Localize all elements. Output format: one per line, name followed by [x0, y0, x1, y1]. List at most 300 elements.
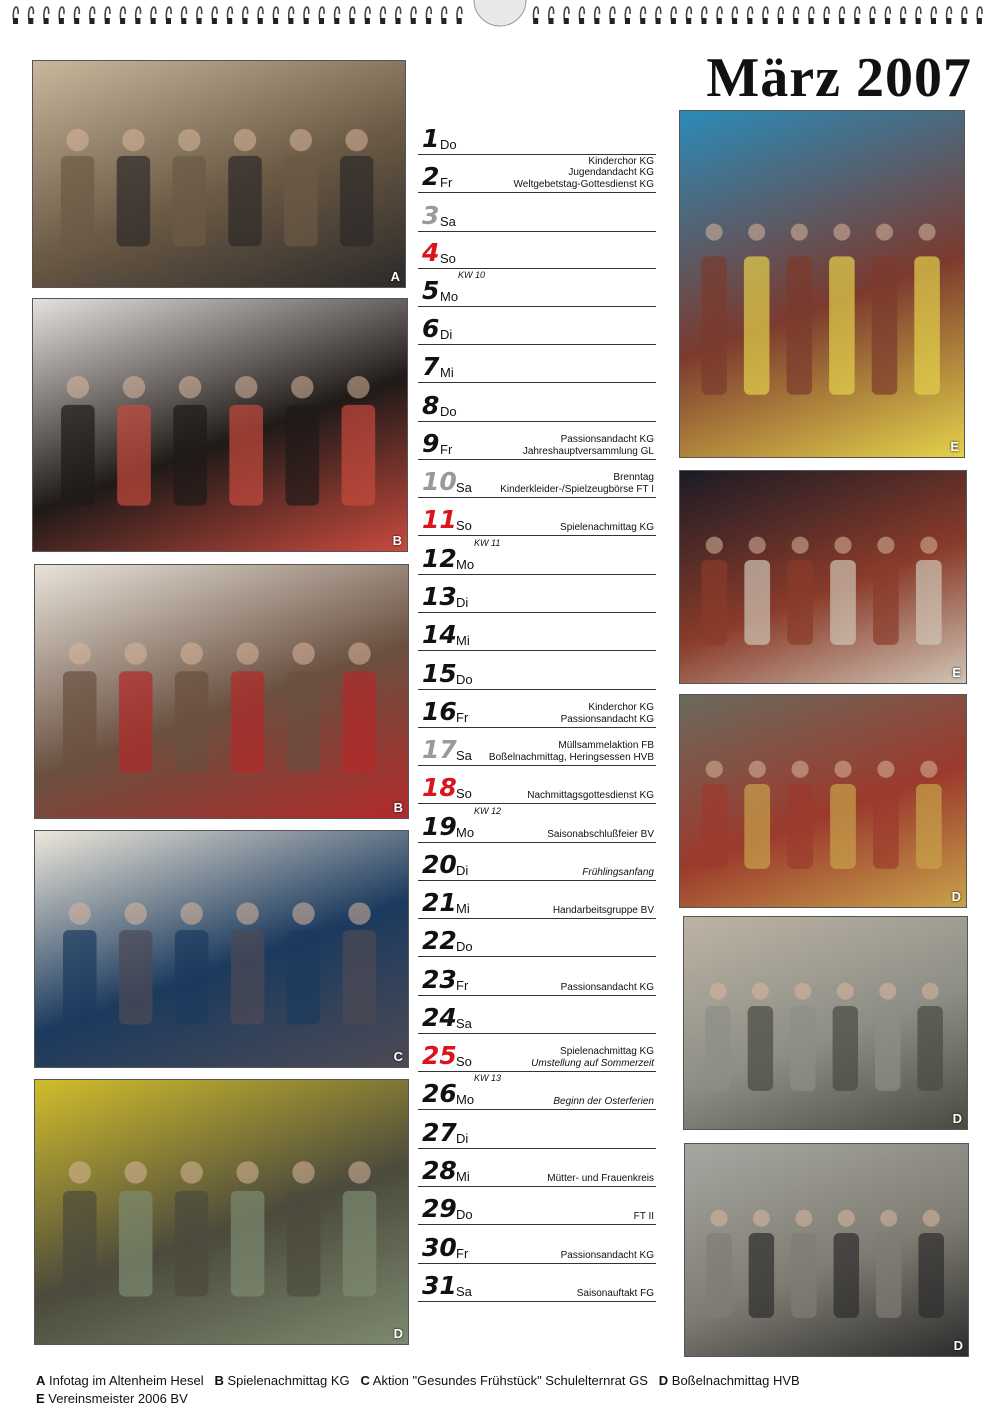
- binding-hole: [778, 18, 783, 24]
- photo-scene: [35, 565, 408, 818]
- figure-head: [792, 537, 809, 554]
- photo-label: B: [393, 800, 403, 815]
- photo-label: D: [952, 1111, 962, 1126]
- photo-vereinsmeister-2: [679, 470, 967, 684]
- binding-hole: [900, 18, 905, 24]
- figure-body: [61, 156, 94, 246]
- day-number: 25: [422, 1041, 457, 1070]
- figure-head: [879, 983, 896, 1000]
- legend-letter-e: E: [36, 1391, 45, 1406]
- figure-body: [916, 560, 942, 645]
- photo-label: D: [393, 1326, 403, 1341]
- binding-hole: [717, 18, 722, 24]
- photo-legend: [36, 1372, 976, 1408]
- day-number: 13: [422, 582, 457, 611]
- event-entry: Passionsandacht KG: [560, 434, 654, 445]
- day-number: 8: [422, 391, 440, 420]
- day-number: 30: [422, 1233, 457, 1262]
- binding-hole: [549, 18, 554, 24]
- day-weekday: Fr: [440, 175, 453, 190]
- photo-bosselnachmittag-1: [34, 1079, 409, 1345]
- event-entry: Frühlingsanfang: [582, 866, 654, 878]
- figure-head: [877, 761, 894, 778]
- figure-head: [236, 642, 258, 664]
- event-entry: Nachmittagsgottesdienst KG: [527, 789, 654, 801]
- day-number: 6: [422, 314, 440, 343]
- day-number: 18: [422, 773, 457, 802]
- figure-head: [834, 537, 851, 554]
- figure-body: [117, 405, 151, 506]
- binding-hole: [855, 18, 860, 24]
- binding-hole: [686, 18, 691, 24]
- day-weekday: Sa: [456, 480, 472, 495]
- binding-hole: [120, 18, 125, 24]
- calendar-day-15: [418, 651, 656, 690]
- calendar-day-14: [418, 612, 656, 651]
- event-entry: Handarbeitsgruppe BV: [552, 904, 654, 916]
- figure-body: [701, 256, 727, 394]
- figure-body: [914, 256, 940, 394]
- figure-body: [917, 1006, 942, 1091]
- legend-text-e: Vereinsmeister 2006 BV: [48, 1391, 188, 1406]
- legend-letter-d: D: [658, 1373, 669, 1388]
- figure-head: [753, 1210, 770, 1227]
- figure-body: [873, 560, 899, 645]
- day-weekday: Sa: [456, 748, 472, 763]
- binding-hole: [594, 18, 599, 24]
- event-entry: Passionsandacht KG: [560, 981, 654, 993]
- event-entry: Jugendandacht KG: [568, 167, 654, 178]
- day-weekday: Mi: [456, 901, 470, 916]
- figure-head: [179, 376, 201, 398]
- binding-hole: [135, 18, 140, 24]
- figure-head: [749, 537, 766, 554]
- day-weekday: Mi: [456, 633, 470, 648]
- figure-head: [791, 224, 808, 241]
- figure-head: [348, 642, 370, 664]
- figure-body: [744, 560, 770, 645]
- event-entry: Müllsammelaktion FB: [558, 740, 654, 751]
- day-events: [553, 905, 654, 917]
- day-events: [561, 702, 654, 725]
- day-weekday: Mi: [456, 1169, 470, 1184]
- day-events: [531, 1046, 654, 1069]
- photo-label: E: [950, 439, 959, 454]
- figure-body: [63, 1191, 97, 1297]
- photo-scene: [33, 299, 407, 551]
- day-events: [561, 982, 654, 994]
- figure-body: [284, 156, 317, 246]
- figure-head: [235, 376, 257, 398]
- day-number: 27: [422, 1118, 457, 1147]
- day-number: 15: [422, 659, 457, 688]
- figure-head: [125, 1161, 147, 1183]
- day-events: [547, 1173, 654, 1185]
- figure-body: [119, 671, 153, 772]
- figure-head: [838, 1210, 855, 1227]
- figure-head: [67, 376, 89, 398]
- event-entry: Kinderchor KG: [588, 155, 654, 167]
- binding-hole: [90, 18, 95, 24]
- legend-letter-c: C: [360, 1373, 370, 1388]
- photo-scene: [684, 917, 967, 1129]
- binding-hole: [243, 18, 248, 24]
- figure-body: [833, 1006, 858, 1091]
- day-events: [547, 829, 654, 841]
- figure-head: [922, 983, 939, 1000]
- calendar-day-19: [418, 804, 656, 843]
- figure-body: [918, 1233, 943, 1318]
- figure-head: [292, 1161, 314, 1183]
- figure-body: [875, 1006, 900, 1091]
- event-entry: Jahreshauptversammlung GL: [522, 445, 654, 457]
- binding-hole: [105, 18, 110, 24]
- day-events: [527, 790, 654, 802]
- figure-head: [122, 129, 144, 151]
- photo-label: D: [951, 889, 961, 904]
- day-number: 23: [422, 965, 457, 994]
- day-events: [500, 472, 654, 495]
- figure-body: [343, 671, 377, 772]
- figure-body: [834, 1233, 859, 1318]
- binding-hole: [533, 18, 538, 24]
- day-number: 5: [422, 276, 440, 305]
- event-entry: Spielenachmittag KG: [560, 521, 654, 533]
- figure-head: [709, 983, 726, 1000]
- figure-body: [787, 256, 813, 394]
- calendar-day-4: [418, 230, 656, 269]
- binding-hole: [946, 18, 951, 24]
- day-weekday: So: [456, 1054, 472, 1069]
- calendar-day-31: [418, 1263, 656, 1302]
- figure-body: [173, 156, 206, 246]
- event-entry: Passionsandacht KG: [560, 713, 654, 725]
- day-weekday: Do: [456, 1207, 473, 1222]
- figure-head: [236, 902, 258, 924]
- figure-head: [69, 642, 91, 664]
- figure-head: [795, 1210, 812, 1227]
- photo-scene: [680, 471, 966, 683]
- figure-body: [790, 1006, 815, 1091]
- day-weekday: Sa: [456, 1016, 472, 1031]
- binding-hole: [380, 18, 385, 24]
- calendar-day-25: [418, 1033, 656, 1072]
- binding-hole: [977, 18, 982, 24]
- binding-hole: [319, 18, 324, 24]
- day-events: [561, 1250, 654, 1262]
- day-number: 28: [422, 1156, 457, 1185]
- day-events: [553, 1096, 654, 1108]
- figure-head: [833, 224, 850, 241]
- figure-body: [119, 1191, 153, 1297]
- photo-label: B: [392, 533, 402, 548]
- binding-hole: [197, 18, 202, 24]
- binding-hole: [28, 18, 33, 24]
- day-events: [489, 740, 654, 763]
- figure-body: [63, 671, 97, 772]
- day-number: 19: [422, 812, 457, 841]
- figure-body: [705, 1006, 730, 1091]
- figure-body: [287, 671, 321, 772]
- day-events: [634, 1211, 654, 1223]
- day-number: 2: [422, 162, 440, 191]
- calendar-week-label: KW 13: [474, 1073, 502, 1083]
- day-number: 3: [422, 201, 440, 230]
- day-number: 14: [422, 620, 457, 649]
- event-entry: Saisonabschlußfeier BV: [547, 828, 654, 840]
- day-weekday: Di: [456, 595, 469, 610]
- calendar-day-12: [418, 536, 656, 575]
- calendar-week-label: KW 11: [474, 538, 501, 548]
- figure-body: [343, 1191, 377, 1297]
- legend-text-b: Spielenachmittag KG: [227, 1373, 350, 1388]
- event-entry: Spielenachmittag KG: [560, 1046, 654, 1057]
- day-weekday: Mo: [456, 825, 475, 840]
- binding-hole: [610, 18, 615, 24]
- event-entry: Saisonauftakt FG: [576, 1287, 654, 1299]
- figure-head: [292, 642, 314, 664]
- figure-body: [830, 560, 856, 645]
- photo-scene: [35, 1080, 408, 1344]
- binding-hole: [732, 18, 737, 24]
- day-number: 31: [422, 1271, 457, 1300]
- figure-head: [178, 129, 200, 151]
- event-entry: Weltgebetstag-Gottesdienst KG: [513, 178, 654, 190]
- day-events: [514, 156, 654, 191]
- figure-head: [348, 902, 370, 924]
- photo-scene: [685, 1144, 968, 1356]
- figure-head: [180, 1161, 202, 1183]
- day-events: [560, 522, 654, 534]
- figure-head: [69, 902, 91, 924]
- figure-head: [834, 761, 851, 778]
- figure-body: [340, 156, 373, 246]
- day-number: 1: [422, 124, 440, 153]
- figure-body: [873, 784, 899, 869]
- calendar-day-26: [418, 1071, 656, 1110]
- day-number: 9: [422, 429, 440, 458]
- event-entry: Brenntag: [613, 472, 654, 483]
- day-number: 20: [422, 850, 457, 879]
- binding-hole: [181, 18, 186, 24]
- binding-hole: [44, 18, 49, 24]
- figure-head: [920, 761, 937, 778]
- figure-head: [706, 224, 723, 241]
- photo-label: A: [390, 269, 400, 284]
- binding-hole: [885, 18, 890, 24]
- binding-hole: [426, 18, 431, 24]
- photo-bosselnachmittag-2: [679, 694, 967, 908]
- day-number: 10: [422, 467, 457, 496]
- figure-head: [792, 761, 809, 778]
- binding-hole: [640, 18, 645, 24]
- photo-bosselnachmittag-3: [683, 916, 968, 1130]
- day-number: 17: [422, 735, 457, 764]
- day-weekday: Mo: [440, 289, 459, 304]
- day-weekday: Fr: [456, 1246, 469, 1261]
- event-entry: FT II: [633, 1210, 654, 1222]
- figure-head: [923, 1210, 940, 1227]
- figure-head: [291, 376, 313, 398]
- photo-scene: [680, 695, 966, 907]
- event-entry: Passionsandacht KG: [560, 1249, 654, 1261]
- binding-hole: [564, 18, 569, 24]
- day-weekday: Do: [440, 404, 457, 419]
- calendar-day-17: [418, 727, 656, 766]
- binding-hole: [288, 18, 293, 24]
- event-entry: Boßelnachmittag, Heringsessen HVB: [488, 751, 654, 763]
- binding-hole: [625, 18, 630, 24]
- figure-head: [919, 224, 936, 241]
- binding-hole: [212, 18, 217, 24]
- day-number: 11: [422, 505, 457, 534]
- day-weekday: Mi: [440, 365, 454, 380]
- day-weekday: So: [440, 251, 456, 266]
- calendar-day-11: [418, 497, 656, 536]
- day-weekday: So: [456, 786, 472, 801]
- day-number: 22: [422, 926, 457, 955]
- figure-head: [66, 129, 88, 151]
- figure-head: [345, 129, 367, 151]
- day-weekday: Di: [456, 863, 469, 878]
- figure-body: [175, 1191, 209, 1297]
- day-number: 4: [422, 238, 440, 267]
- day-weekday: Mo: [456, 1092, 475, 1107]
- figure-head: [706, 537, 723, 554]
- figure-body: [117, 156, 150, 246]
- figure-head: [236, 1161, 258, 1183]
- figure-body: [343, 930, 377, 1024]
- photo-scene: [35, 831, 408, 1067]
- photo-scene: [680, 111, 964, 457]
- day-weekday: Fr: [440, 442, 453, 457]
- day-weekday: So: [456, 518, 472, 533]
- event-entry: Kinderchor KG: [588, 702, 654, 713]
- photo-spielenachmittag-2: [34, 564, 409, 819]
- photo-spielenachmittag-1: [32, 298, 408, 552]
- figure-body: [829, 256, 855, 394]
- day-number: 21: [422, 888, 457, 917]
- binding-hole: [350, 18, 355, 24]
- figure-head: [877, 537, 894, 554]
- figure-body: [744, 784, 770, 869]
- figure-body: [231, 671, 265, 772]
- figure-body: [701, 784, 727, 869]
- figure-head: [748, 224, 765, 241]
- figure-body: [231, 930, 265, 1024]
- binding-hole: [457, 18, 462, 24]
- binding-hole: [166, 18, 171, 24]
- calendar-day-7: [418, 344, 656, 383]
- page-title: März 2007: [706, 47, 972, 109]
- legend-text-d: Boßelnachmittag HVB: [671, 1373, 800, 1388]
- calendar-day-1: [418, 116, 656, 155]
- figure-head: [876, 224, 893, 241]
- binding-hole: [763, 18, 768, 24]
- calendar-week-label: KW 12: [474, 806, 502, 816]
- calendar-week-label: KW 10: [458, 270, 486, 280]
- photo-label: C: [393, 1049, 403, 1064]
- day-number: 24: [422, 1003, 457, 1032]
- event-entry: Beginn der Osterferien: [553, 1095, 654, 1107]
- figure-body: [229, 405, 263, 506]
- binding-hole: [870, 18, 875, 24]
- figure-body: [876, 1233, 901, 1318]
- figure-head: [880, 1210, 897, 1227]
- calendar-day-30: [418, 1225, 656, 1264]
- day-weekday: Sa: [440, 214, 456, 229]
- binding-hole: [656, 18, 661, 24]
- binding-hole: [74, 18, 79, 24]
- day-weekday: Sa: [456, 1284, 472, 1299]
- calendar-day-16: [418, 689, 656, 728]
- calendar-day-3: [418, 193, 656, 232]
- day-weekday: Do: [440, 137, 457, 152]
- calendar-day-20: [418, 842, 656, 881]
- calendar-day-23: [418, 957, 656, 996]
- figure-head: [920, 537, 937, 554]
- calendar-day-2: [418, 154, 656, 193]
- calendar-day-13: [418, 574, 656, 613]
- calendar-day-8: [418, 383, 656, 422]
- binding-hole: [396, 18, 401, 24]
- event-entry: Mütter- und Frauenkreis: [547, 1172, 654, 1184]
- day-weekday: Mo: [456, 557, 475, 572]
- figure-head: [710, 1210, 727, 1227]
- figure-body: [791, 1233, 816, 1318]
- calendar-day-10: [418, 459, 656, 498]
- binding-hole: [411, 18, 416, 24]
- photo-label: D: [953, 1338, 963, 1353]
- legend-letter-a: A: [36, 1373, 46, 1388]
- day-weekday: Di: [440, 327, 453, 342]
- binding-hole: [747, 18, 752, 24]
- figure-body: [744, 256, 770, 394]
- figure-head: [125, 642, 147, 664]
- photo-vereinsmeister-1: [679, 110, 965, 458]
- photo-label: E: [952, 665, 961, 680]
- figure-head: [292, 902, 314, 924]
- calendar-day-24: [418, 995, 656, 1034]
- calendar-day-29: [418, 1186, 656, 1225]
- day-number: 26: [422, 1079, 457, 1108]
- legend-letter-b: B: [214, 1373, 224, 1388]
- calendar-day-18: [418, 765, 656, 804]
- photo-bosselnachmittag-4: [684, 1143, 969, 1357]
- binding-hole: [916, 18, 921, 24]
- event-entry: Umstellung auf Sommerzeit: [531, 1057, 654, 1069]
- figure-body: [748, 1006, 773, 1091]
- hanger-cutout: [474, 0, 526, 26]
- figure-head: [234, 129, 256, 151]
- figure-body: [701, 560, 727, 645]
- figure-body: [916, 784, 942, 869]
- binding-hole: [258, 18, 263, 24]
- day-weekday: Fr: [456, 710, 469, 725]
- day-weekday: Fr: [456, 978, 469, 993]
- figure-head: [125, 902, 147, 924]
- binding-hole: [931, 18, 936, 24]
- figure-body: [175, 930, 209, 1024]
- calendar-day-5: [418, 268, 656, 307]
- binding-hole: [59, 18, 64, 24]
- binding-hole: [273, 18, 278, 24]
- figure-head: [752, 983, 769, 1000]
- calendar-day-22: [418, 918, 656, 957]
- figure-body: [231, 1191, 265, 1297]
- calendar-day-9: [418, 421, 656, 460]
- day-weekday: Do: [456, 939, 473, 954]
